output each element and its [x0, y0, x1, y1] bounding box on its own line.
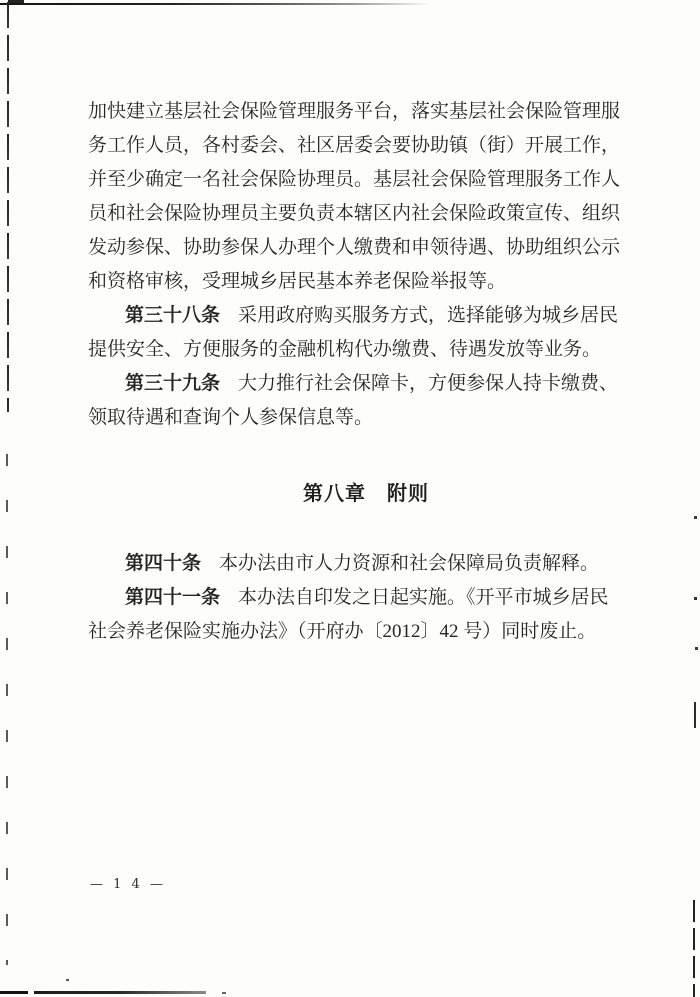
scan-artifact-right-dot-1 — [694, 516, 697, 519]
paragraph-line: 员和社会保险协理员主要负责本辖区内社会保险政策宣传、组织 — [88, 203, 621, 224]
paragraph-line: 加快建立基层社会保险管理服务平台，落实基层社会保险管理服 — [88, 101, 621, 122]
article-39-text: 大力推行社会保障卡，方便参保人持卡缴费、 — [238, 373, 619, 394]
article-38-number: 第三十八条 — [125, 305, 221, 326]
scan-artifact-top-edge — [0, 3, 432, 5]
paragraph-line: 并至少确定一名社会保险协理员。基层社会保险管理服务工作人 — [88, 169, 621, 190]
article-41-text: 本办法自印发之日起实施。《开平市城乡居民 — [238, 587, 609, 608]
article-40-text: 本办法由市人力资源和社会保障局负责解释。 — [219, 553, 600, 574]
article-39-number: 第三十九条 — [125, 373, 221, 394]
scan-artifact-left-edge-upper — [7, 2, 9, 412]
article-41-continuation: 社会养老保险实施办法》（开府办〔2012〕42 号）同时废止。 — [88, 621, 597, 642]
scan-artifact-right-edge-bottom — [693, 900, 695, 997]
body-paragraph — [88, 95, 644, 299]
paragraph-line: 和资格审核，受理城乡居民基本养老保险举报等。 — [88, 271, 507, 292]
article-39-first-line — [88, 367, 644, 401]
paragraph-line: 发动参保、协助参保人办理个人缴费和申领待遇、协助组织公示 — [88, 237, 621, 258]
article-38-text: 采用政府购买服务方式，选择能够为城乡居民 — [238, 305, 619, 326]
article-41 — [88, 581, 644, 649]
paragraph-line: 务工作人员，各村委会、社区居委会要协助镇（街）开展工作， — [88, 135, 621, 156]
article-40 — [88, 547, 644, 581]
article-41-number: 第四十一条 — [125, 587, 221, 608]
scan-artifact-right-dot-2 — [694, 597, 697, 600]
article-41-first-line — [88, 581, 644, 615]
scan-artifact-bottom-dot-1 — [66, 979, 69, 981]
chapter-heading: 第八章 附则 — [303, 483, 429, 505]
article-38 — [88, 299, 644, 367]
scan-artifact-left-edge-lower — [6, 420, 8, 965]
article-38-continuation: 提供安全、方便服务的金融机构代办缴费、待遇发放等业务。 — [88, 339, 602, 360]
scan-artifact-bottom-edge — [0, 991, 206, 994]
article-38-first-line — [88, 299, 644, 333]
page-content — [88, 95, 644, 649]
article-40-number: 第四十条 — [125, 553, 202, 574]
page-number: — 1 4 — — [90, 877, 166, 892]
article-39-continuation: 领取待遇和查询个人参保信息等。 — [88, 407, 374, 428]
scan-artifact-bottom-dot-2 — [222, 992, 226, 994]
scan-artifact-right-dot-3 — [695, 647, 698, 650]
scan-artifact-right-segment — [694, 702, 696, 728]
article-39 — [88, 367, 644, 435]
scan-artifact-corner-blob — [8, 0, 24, 3]
article-40-line — [88, 547, 644, 581]
